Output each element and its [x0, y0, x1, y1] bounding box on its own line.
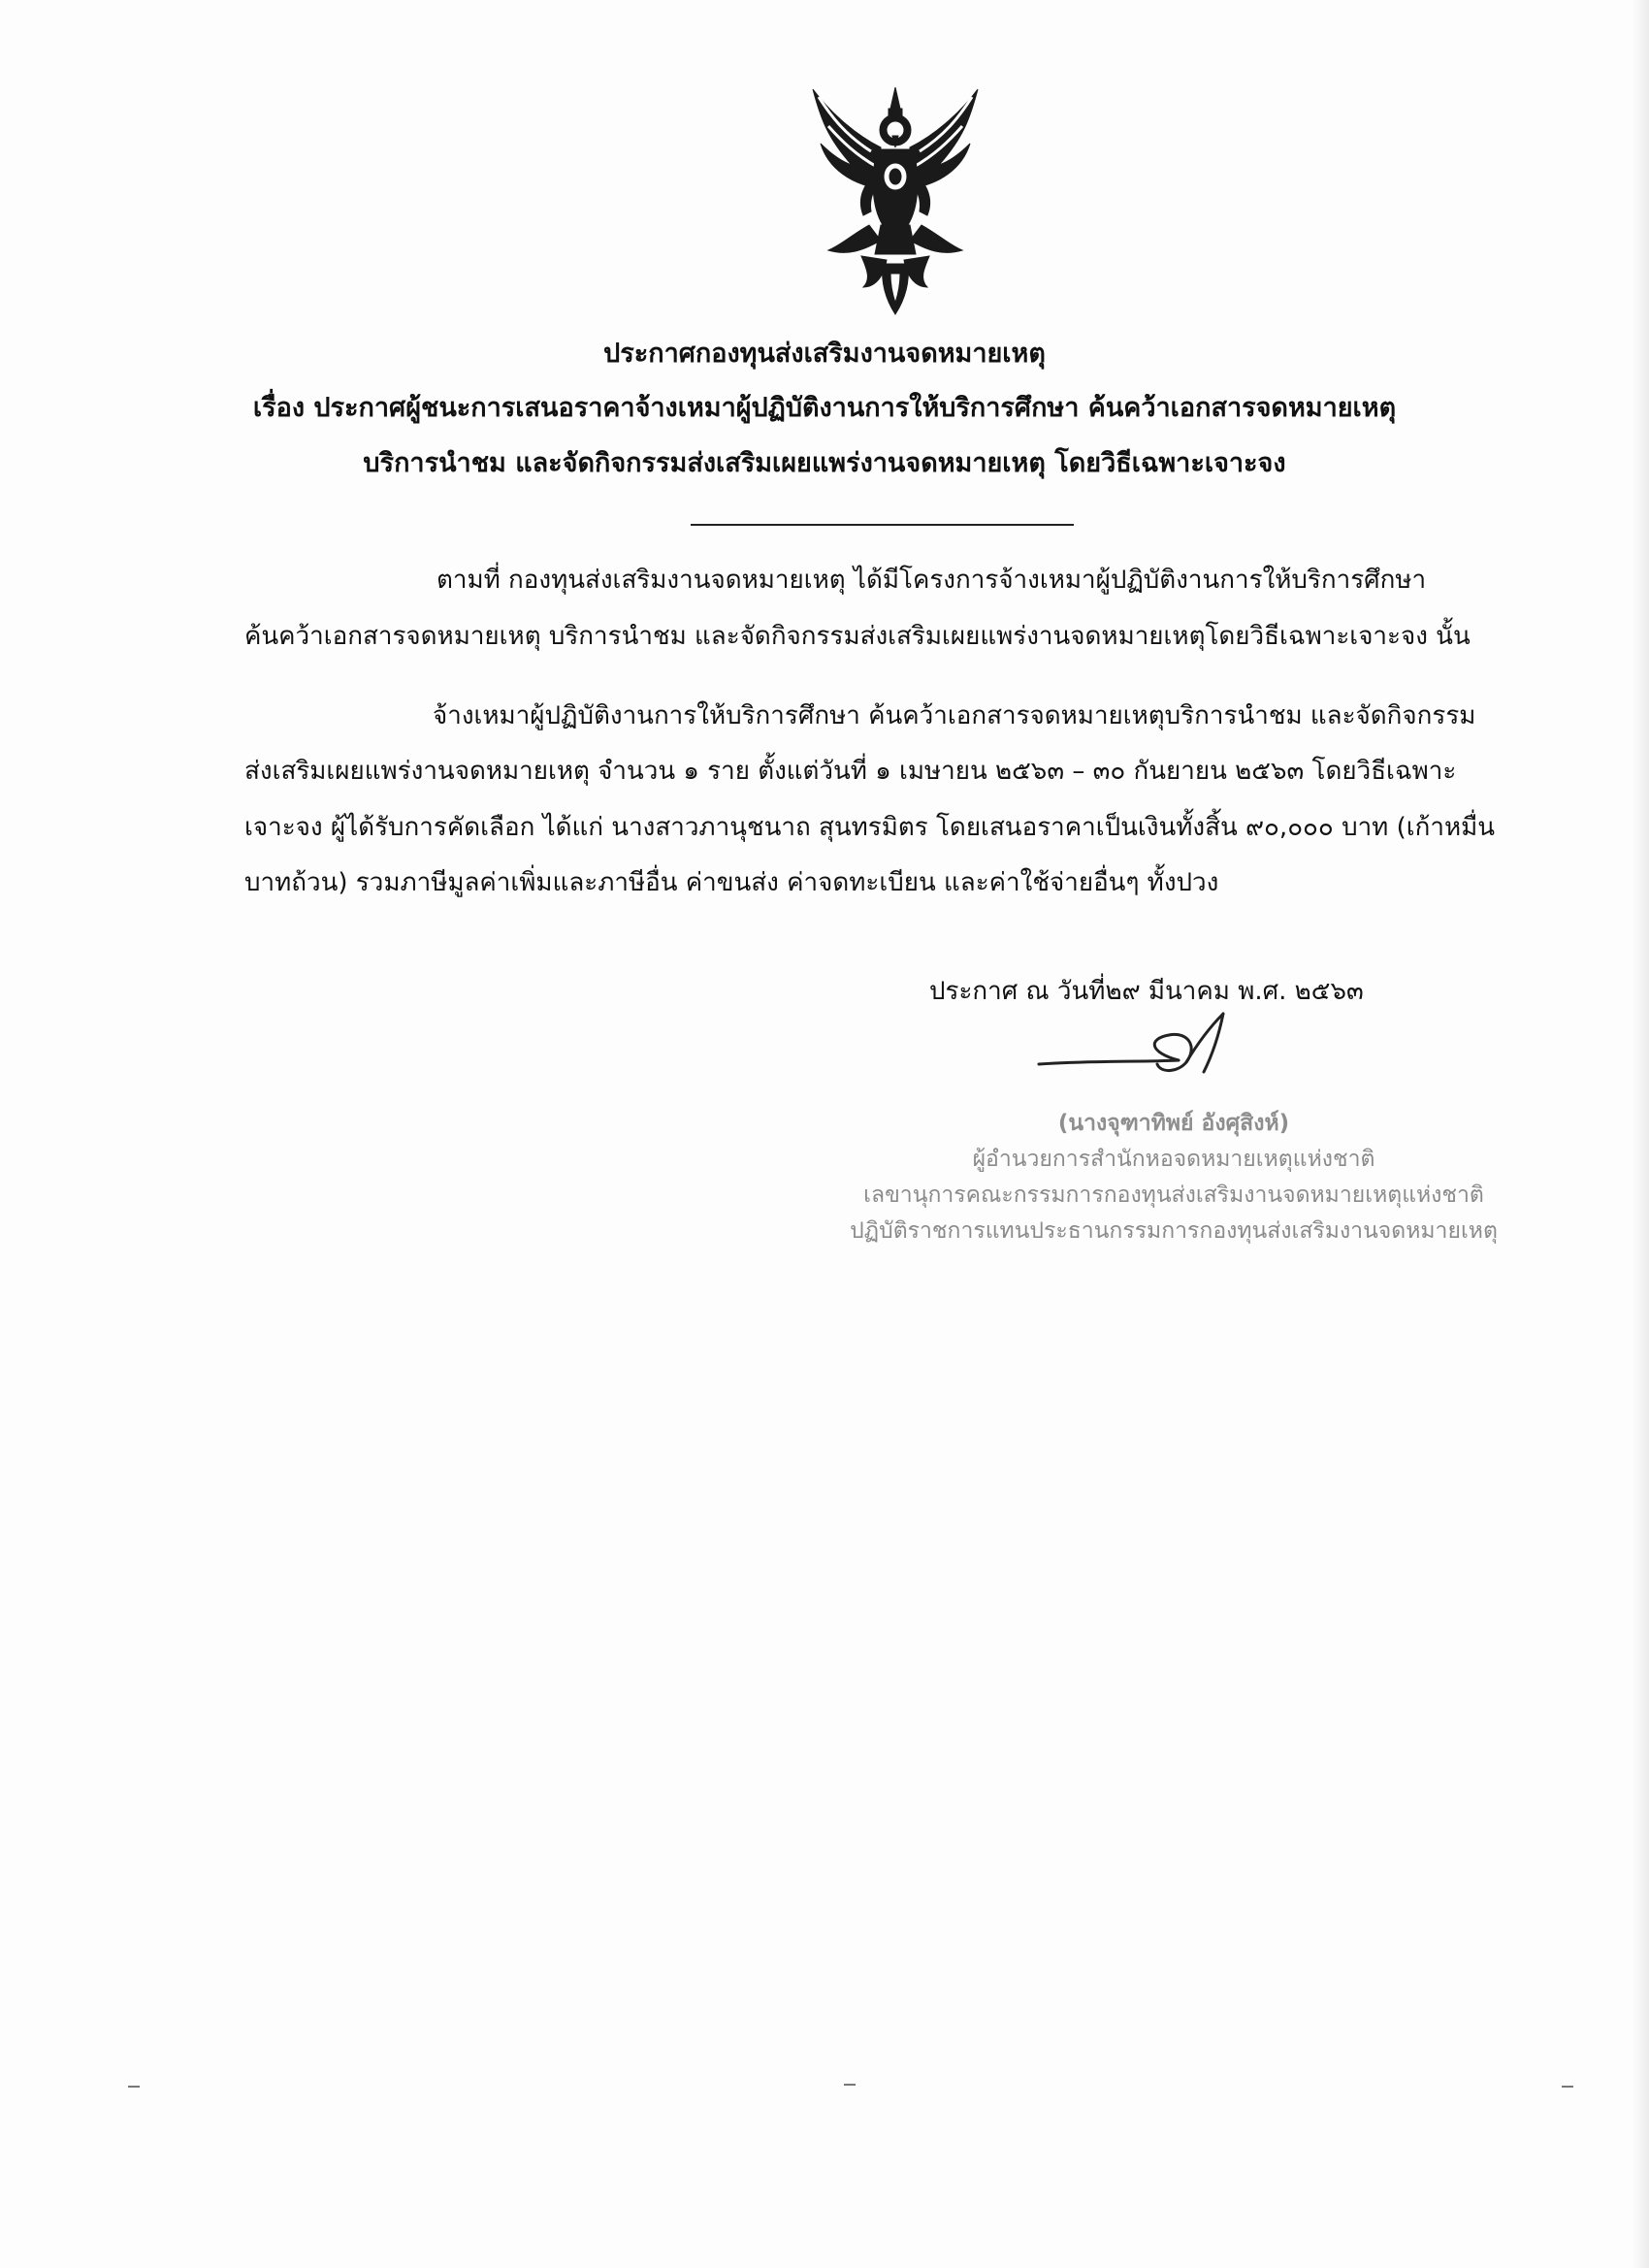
- paragraph2-line4: บาทถ้วน) รวมภาษีมูลค่าเพิ่มและภาษีอื่น ค่าขนส่ง ค่าจดทะเบียน และค่าใช้จ่ายอื่นๆ ทั้งปวง: [244, 868, 1219, 897]
- garuda-emblem-icon: [793, 80, 997, 322]
- announcement-subject-line1: เรื่อง ประกาศผู้ชนะการเสนอราคาจ้างเหมาผู้ปฏิบัติงานการให้บริการศึกษา ค้นคว้าเอกสารจดหมายเหตุ: [252, 393, 1397, 423]
- signatory-position-1: ผู้อำนวยการสำนักหอจดหมายเหตุแห่งชาติ: [972, 1147, 1375, 1172]
- paragraph1-line2: ค้นคว้าเอกสารจดหมายเหตุ บริการนำชม และจัดกิจกรรมส่งเสริมเผยแพร่งานจดหมายเหตุโดยวิธีเฉพาะเจาะจง นั้น: [244, 622, 1471, 651]
- paragraph2-line2: ส่งเสริมเผยแพร่งานจดหมายเหตุ จำนวน ๑ ราย ตั้งแต่วันที่ ๑ เมษายน ๒๕๖๓ – ๓๐ กันยายน ๒๕๖๓ โดยวิธีเฉพาะ: [244, 757, 1457, 786]
- paragraph2-line3: เจาะจง ผู้ได้รับการคัดเลือก ได้แก่ นางสาวภานุชนาถ สุนทรมิตร โดยเสนอราคาเป็นเงินทั้งสิ้น ๙๐,๐๐๐ บาท (เก้าหมื่น: [244, 813, 1495, 842]
- announcement-date: ประกาศ ณ วันที่๒๙ มีนาคม พ.ศ. ๒๕๖๓: [929, 977, 1364, 1006]
- handwritten-signature: [1033, 1004, 1305, 1111]
- signatory-position-3: ปฏิบัติราชการแทนประธานกรรมการกองทุนส่งเสริมงานจดหมายเหตุ: [850, 1218, 1498, 1244]
- signatory-block: [834, 1106, 1513, 1249]
- title-divider: [691, 524, 1074, 526]
- paragraph2-line1: จ้างเหมาผู้ปฏิบัติงานการให้บริการศึกษา ค้นคว้าเอกสารจดหมายเหตุบริการนำชม และจัดกิจกรรม: [433, 701, 1476, 730]
- scan-mark-left: [128, 2086, 140, 2088]
- scan-mark-right: [1562, 2086, 1573, 2088]
- announcement-subject-line2: บริการนำชม และจัดกิจกรรมส่งเสริมเผยแพร่งานจดหมายเหตุ โดยวิธีเฉพาะเจาะจง: [363, 448, 1286, 478]
- signatory-position-2: เลขานุการคณะกรรมการกองทุนส่งเสริมงานจดหมายเหตุแห่งชาติ: [863, 1183, 1484, 1208]
- scan-mark-center: [844, 2084, 856, 2086]
- scan-edge-shadow: [1632, 0, 1649, 2268]
- paragraph1-line1: ตามที่ กองทุนส่งเสริมงานจดหมายเหตุ ได้มีโครงการจ้างเหมาผู้ปฏิบัติงานการให้บริการศึกษา: [436, 566, 1427, 595]
- announcement-title: ประกาศกองทุนส่งเสริมงานจดหมายเหตุ: [603, 339, 1046, 369]
- signatory-name: (นางจุฑาทิพย์ อังศุสิงห์): [1057, 1111, 1290, 1136]
